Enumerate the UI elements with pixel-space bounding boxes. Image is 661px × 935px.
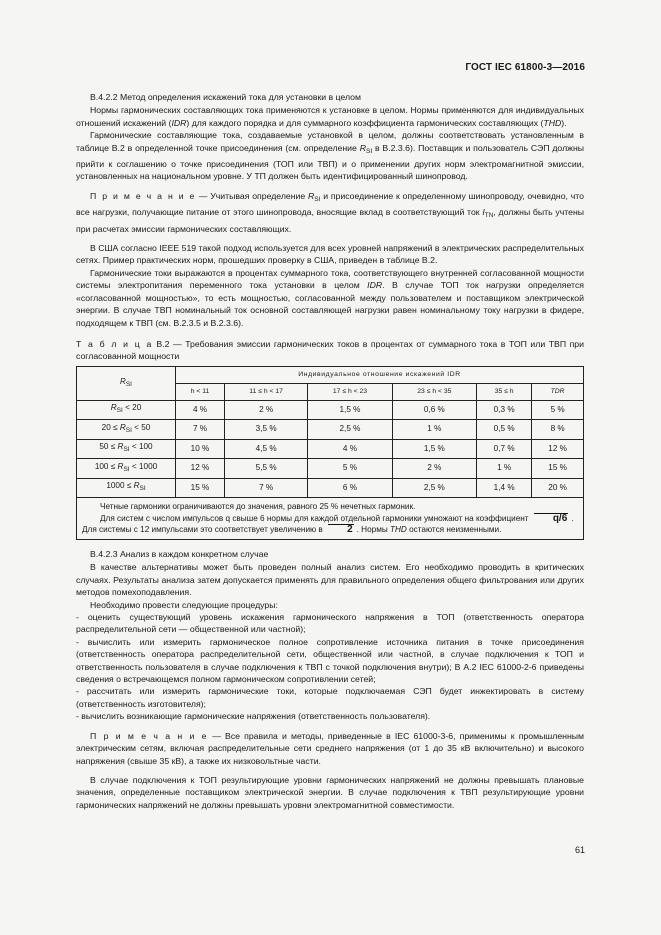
table-row xyxy=(77,400,584,420)
value-cell: 1,5 % xyxy=(308,400,392,420)
col-header: h < 11 xyxy=(176,383,225,400)
value-cell: 0,3 % xyxy=(477,400,532,420)
value-cell: 2,5 % xyxy=(392,478,476,498)
page-number: 61 xyxy=(574,845,585,855)
procedure-list xyxy=(76,611,584,723)
value-cell: 0,5 % xyxy=(477,420,532,440)
rsi-header: $R_{SI}$ xyxy=(77,366,176,400)
paragraph: Нормы гармонических составляющих тока применяются к установке в целом. Нормы применяются для индивидуальных отношений искажений (IDR) для каждого порядка и для суммарного коэффициента гармонических составляющих (THD). xyxy=(76,105,584,128)
paragraph: В США согласно IEEE 519 такой подход используется для всех уровней напряжений в электрических распределительных сетях. Пример практических норм, прошедших проверку в США, приведен в таблице В.2. xyxy=(76,243,584,266)
sqrt-2-formula: 2 xyxy=(328,524,354,534)
paragraph: В случае подключения к ТОП результирующие уровни гармонических напряжений не должны превышать плановые значения, определенные поставщиком электрической энергии. В случае подключения к ТВП результирующие уровни гармонических напряжений не должны превышать уровни электромагнитной совместимости. xyxy=(76,774,584,810)
section-heading-b422: В.4.2.2 Метод определения искажений тока для установки в целом xyxy=(90,92,361,102)
value-cell: 20 % xyxy=(532,478,584,498)
note: П р и м е ч а н и е — Учитывая определение $R_{SI}$ и присоединение к определенному шинопроводу, очевидно, что все нагрузки, получающие питание от этого шинопровода, вносящие вклад в соответствующий ток $I_{TN}$, должны быть учтены при расчетах эмиссии гармонических составляющих. xyxy=(76,190,584,234)
rsi-cell: $20 \le R_{SI} < 50$ xyxy=(77,420,176,440)
paragraph: Необходимо провести следующие процедуры: xyxy=(90,599,278,610)
value-cell: 4 % xyxy=(176,400,225,420)
value-cell: 5,5 % xyxy=(224,459,307,479)
col-header: 11 ≤ h < 17 xyxy=(224,383,307,400)
value-cell: 2 % xyxy=(224,400,307,420)
value-cell: 10 % xyxy=(176,439,225,459)
value-cell: 15 % xyxy=(176,478,225,498)
value-cell: 5 % xyxy=(308,459,392,479)
rsi-cell: $1000 \le R_{SI}$ xyxy=(77,478,176,498)
value-cell: 7 % xyxy=(224,478,307,498)
rsi-cell: $50 \le R_{SI} < 100$ xyxy=(77,439,176,459)
list-item: - вычислить возникающие гармонические напряжения (ответственность пользователя). xyxy=(76,711,431,722)
value-cell: 4 % xyxy=(308,439,392,459)
value-cell: 7 % xyxy=(176,420,225,440)
rsi-cell: $R_{SI} < 20$ xyxy=(77,400,176,420)
emission-table xyxy=(76,366,584,540)
col-header: 23 ≤ h < 35 xyxy=(392,383,476,400)
value-cell: 1 % xyxy=(392,420,476,440)
value-cell: 8 % xyxy=(532,420,584,440)
value-cell: 12 % xyxy=(532,439,584,459)
value-cell: 1,5 % xyxy=(392,439,476,459)
table-row xyxy=(77,439,584,459)
table-row xyxy=(77,420,584,440)
document-id: ГОСТ IEC 61800-3—2016 xyxy=(465,62,585,73)
table-note-line: Для систем с числом импульсов q свыше 6 нормы для каждой отдельной гармоники умножают на коэффициент q/6 . Для системы с 12 импульсами это соответствует увеличению в 2 . Нормы THD остаются неизменными. xyxy=(82,512,574,536)
table-row xyxy=(77,459,584,479)
value-cell: 2,5 % xyxy=(308,420,392,440)
table-note xyxy=(77,498,584,540)
value-cell: 1,4 % xyxy=(477,478,532,498)
list-item: - оценить существующий уровень искажения гармонического напряжения в ТОП (ответственность оператора распределительной сети — общественной или частной); xyxy=(76,612,584,635)
value-cell: 0,6 % xyxy=(392,400,476,420)
value-cell: 6 % xyxy=(308,478,392,498)
list-item: - вычислить или измерить гармоническое полное сопротивление источника питания в точке присоединения (ответственность оператора распределительной сети, общественной или частной, в случае подключения к ТОП и ответственность пользователя в случае подключения к ТВП с точкой подключения внутри); В А.2 IEC 61000-2-6 приведены сведения о встречающемся полном гармоническом сопротивлении сетей; xyxy=(76,636,584,685)
table-caption: Т а б л и ц а В.2 — Требования эмиссии гармонических токов в процентах от суммарного тока в ТОП или ТВП при согласованной мощности xyxy=(76,338,584,362)
value-cell: 0,7 % xyxy=(477,439,532,459)
table-row xyxy=(77,478,584,498)
value-cell: 4,5 % xyxy=(224,439,307,459)
value-cell: 12 % xyxy=(176,459,225,479)
idr-group-header: Индивидуальное отношение искажений IDR xyxy=(176,366,584,383)
list-item: - рассчитать или измерить гармонические токи, которые подключаемая СЭП будет инжектировать в систему (ответственность изготовителя); xyxy=(76,686,584,709)
table-note-line: Четные гармоники ограничиваются до значения, равного 25 % нечетных гармоник. xyxy=(100,502,416,512)
col-header: 35 ≤ h xyxy=(477,383,532,400)
section-heading-b423: В.4.2.3 Анализ в каждом конкретном случае xyxy=(90,549,269,559)
sqrt-q6-formula: q/6 xyxy=(534,513,568,523)
col-header: TDR xyxy=(532,383,584,400)
paragraph: Гармонические токи выражаются в процентах суммарного тока, соответствующего внутренней согласованной мощности системы электропитания переменного тока установки в целом IDR. В случае ТОП ток нагрузки определяется «согласованной мощностью», то есть мощностью, согласованной между пользователем и поставщиком электрической энергии. В случае ТВП номинальный ток основной составляющей нагрузки равен номинальному току нагрузки в фидере, подходящем к ТВП (см. В.2.3.5 и В.2.3.6). xyxy=(76,267,584,328)
col-header: 17 ≤ h < 23 xyxy=(308,383,392,400)
value-cell: 2 % xyxy=(392,459,476,479)
value-cell: 3,5 % xyxy=(224,420,307,440)
value-cell: 15 % xyxy=(532,459,584,479)
value-cell: 1 % xyxy=(477,459,532,479)
table-note-row xyxy=(77,498,584,540)
note: П р и м е ч а н и е — Все правила и методы, приведенные в IEC 61000-3-6, применимы к промышленным электрическим сетям, включая распределительные сети среднего напряжения (от 1 до 35 кВ включительно) и высокого напряжения (свыше 35 кВ), а также их низковольтные части. xyxy=(76,730,584,766)
paragraph: В качестве альтернативы может быть проведен полный анализ систем. Его необходимо проводить в критических случаях. Результаты анализа затем допускается применять для правильного определения общего фильтрования или других методов помехоподавления. xyxy=(76,562,584,598)
value-cell: 5 % xyxy=(532,400,584,420)
rsi-cell: $100 \le R_{SI} < 1000$ xyxy=(77,459,176,479)
paragraph: Гармонические составляющие тока, создаваемые установкой в целом, должны соответствовать установленным в таблице В.2 в определенной точке присоединения (см. определение $R_{SI}$ в В.2.3.6). Поставщик и пользователь СЭП должны прийти к соглашению о точке присоединения (ТОП или ТВП) и о применении других норм электромагнитной эмиссии, установленных на национальном уровне. У ТП должен быть идентифицированный шинопровод. xyxy=(76,130,584,182)
page-content xyxy=(76,91,584,811)
